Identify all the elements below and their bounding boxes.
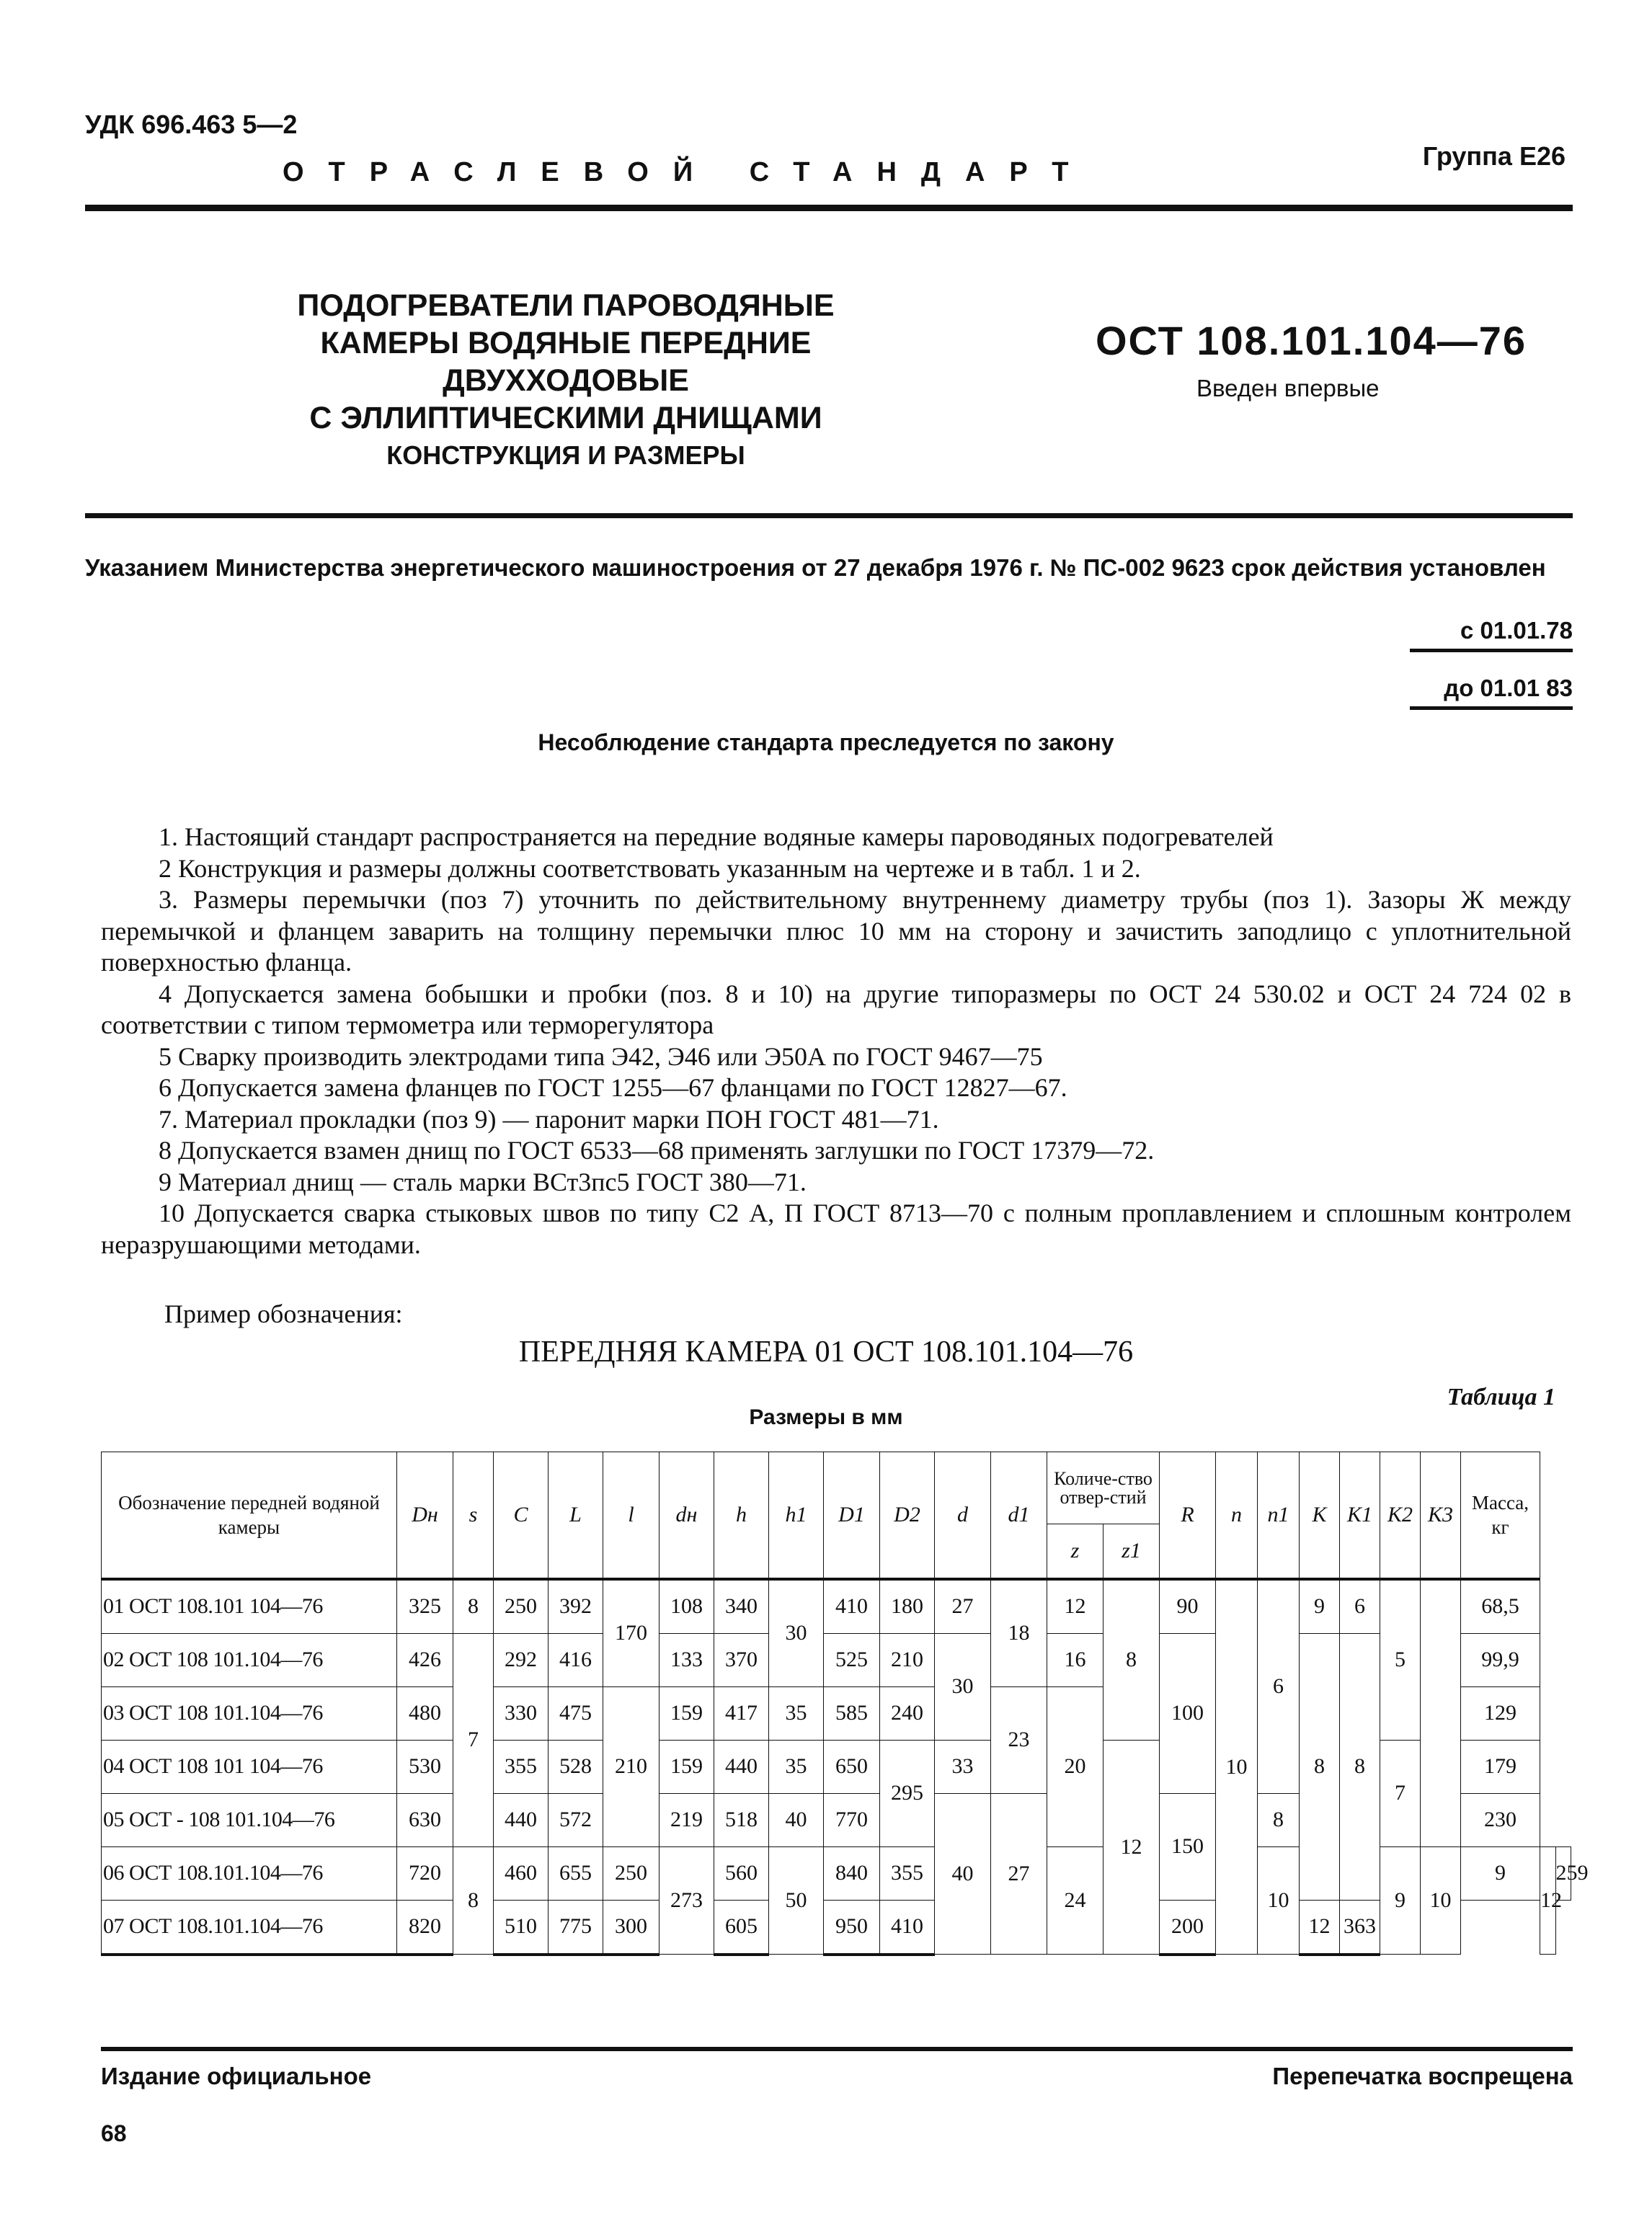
validity-to-rule [1410,706,1573,710]
cell-z1: 12 [1103,1740,1160,1955]
col-n1: n1 [1258,1452,1300,1579]
page-number: 68 [101,2120,127,2146]
col-K2: K2 [1380,1452,1421,1579]
cell-L: 572 [549,1793,603,1846]
col-C: C [494,1452,549,1579]
note-9: 9 Материал днищ — сталь марки ВСт3пс5 ГОСТ 380—71. [159,1167,807,1196]
table-row [102,1633,1571,1686]
col-designation: Обозначение передней водяной камеры [102,1452,397,1579]
col-D2: D2 [880,1452,935,1579]
cell-L: 528 [549,1740,603,1793]
cell-D1: 950 [824,1900,880,1955]
cell-C: 250 [494,1579,549,1634]
cell-L: 655 [549,1846,603,1900]
cell-D2: 295 [880,1740,935,1846]
cell-K3 [1421,1579,1461,1847]
col-d1: d1 [991,1452,1047,1579]
cell-D1: 650 [824,1740,880,1793]
note-1: 1. Настоящий стандарт распространяется на передние водяные камеры пароводяных подогревателей [159,822,1274,851]
cell-d: 30 [935,1633,991,1740]
cell-n: 10 [1216,1579,1258,1955]
cell-Dn: 720 [397,1846,453,1900]
designation-cell: 02 ОСТ 108 101.104—76 [102,1633,397,1686]
col-dn: dн [660,1452,714,1579]
cell-l: 250 [603,1846,660,1900]
cell-L: 475 [549,1686,603,1740]
cell-z: 12 [1047,1579,1103,1634]
cell-Dn: 325 [397,1579,453,1634]
cell-mass: 230 [1461,1793,1540,1846]
cell-dn: 133 [660,1633,714,1686]
cell-s: 8 [453,1846,494,1955]
designation-cell: 07 ОСТ 108.101.104—76 [102,1900,397,1955]
col-s: s [453,1452,494,1579]
cell-n1: 10 [1258,1846,1300,1955]
cell-R: 90 [1160,1579,1216,1634]
col-z: z [1047,1524,1103,1579]
col-K: K [1300,1452,1340,1579]
cell-s: 7 [453,1633,494,1846]
note-4: 4 Допускается замена бобышки и пробки (поз. 8 и 10) на другие типоразмеры по ОСТ 24 530.02 и ОСТ 24 724 02 в соответствии с типом термометра или терморегулятора [101,979,1571,1039]
cell-D2: 180 [880,1579,935,1634]
header-rule [85,205,1573,211]
notes-list [101,822,1571,1261]
note-6: 6 Допускается замена фланцев по ГОСТ 1255—67 фланцами по ГОСТ 12827—67. [159,1073,1067,1102]
cell-K1: 6 [1340,1579,1380,1634]
cell-D2: 240 [880,1686,935,1740]
cell-Dn: 820 [397,1900,453,1955]
footer-rule [101,2047,1573,2051]
cell-mass: 68,5 [1461,1579,1540,1634]
cell-l: 300 [603,1900,660,1955]
cell-d1: 23 [991,1686,1047,1793]
cell-mass: 363 [1340,1900,1380,1955]
cell-h1: 50 [769,1846,824,1955]
title-line-3: С ЭЛЛИПТИЧЕСКИМИ ДНИЩАМИ [309,401,822,435]
col-D1: D1 [824,1452,880,1579]
cell-K: 9 [1380,1846,1421,1955]
cell-h: 440 [714,1740,769,1793]
cell-C: 330 [494,1686,549,1740]
cell-C: 510 [494,1900,549,1955]
cell-K: 9 [1300,1579,1340,1634]
cell-D1: 585 [824,1686,880,1740]
title-line-1: ПОДОГРЕВАТЕЛИ ПАРОВОДЯНЫЕ [297,288,835,323]
directive-text: Указанием Министерства энергетического машиностроения от 27 декабря 1976 г. № ПС-002 9623 срок действия установлен [85,554,1546,581]
cell-K1: 8 [1340,1633,1380,1900]
cell-h1: 35 [769,1740,824,1793]
cell-h: 518 [714,1793,769,1846]
cell-z: 20 [1047,1686,1103,1846]
cell-D2: 410 [880,1900,935,1955]
cell-d: 40 [935,1793,991,1955]
title-line-2: КАМЕРЫ ВОДЯНЫЕ ПЕРЕДНИЕ ДВУХХОДОВЫЕ [320,326,812,398]
designation-cell: 05 ОСТ - 108 101.104—76 [102,1793,397,1846]
cell-dn: 159 [660,1740,714,1793]
cell-h1: 30 [769,1579,824,1687]
col-mass: Масса, кг [1461,1452,1540,1579]
designation-cell: 06 ОСТ 108.101.104—76 [102,1846,397,1900]
designation-cell: 04 ОСТ 108 101 104—76 [102,1740,397,1793]
reprint-note: Перепечатка воспрещена [1272,2063,1573,2089]
validity-from-rule [1410,649,1573,652]
cell-K2: 9 [1461,1846,1540,1900]
title-line-4: КОНСТРУКЦИЯ И РАЗМЕРЫ [386,440,745,470]
col-l: l [603,1452,660,1579]
col-z1: z1 [1103,1524,1160,1579]
cell-z: 16 [1047,1633,1103,1686]
note-10: 10 Допускается сварка стыковых швов по типу С2 А, П ГОСТ 8713—70 с полным проплавлением и сплошным контролем неразрушающими методами. [101,1199,1571,1259]
cell-K2: 12 [1300,1900,1340,1955]
example-designation: ПЕРЕДНЯЯ КАМЕРА 01 ОСТ 108.101.104—76 [518,1335,1134,1369]
group-code: Группа Е26 [1422,141,1566,171]
col-hole-count: Количе-ство отвер-стий [1047,1452,1160,1524]
cell-n1: 6 [1258,1579,1300,1794]
standard-number: ОСТ 108.101.104—76 [1096,318,1527,363]
cell-dn: 273 [660,1846,714,1955]
first-introduced-note: Введен впервые [1196,375,1380,401]
table-row [102,1579,1571,1634]
cell-C: 292 [494,1633,549,1686]
cell-D2: 210 [880,1633,935,1686]
cell-K3: 12 [1540,1846,1555,1955]
example-label: Пример обозначения: [164,1299,403,1328]
table-row [102,1900,1571,1955]
title-rule [85,513,1573,518]
col-d: d [935,1452,991,1579]
cell-L: 392 [549,1579,603,1634]
cell-h: 417 [714,1686,769,1740]
edition-note: Издание официальное [101,2063,372,2089]
cell-mass: 129 [1461,1686,1540,1740]
cell-mass: 179 [1461,1740,1540,1793]
cell-h: 340 [714,1579,769,1634]
cell-mass: 259 [1555,1846,1571,1900]
cell-K2: 5 [1380,1579,1421,1741]
cell-dn: 219 [660,1793,714,1846]
cell-Dn: 426 [397,1633,453,1686]
col-K1: K1 [1340,1452,1380,1579]
cell-dn: 108 [660,1579,714,1634]
cell-D1: 840 [824,1846,880,1900]
cell-R: 200 [1160,1900,1216,1955]
dimensions-table [101,1452,1589,1956]
note-5: 5 Сварку производить электродами типа Э42, Э46 или Э50А по ГОСТ 9467—75 [159,1041,1043,1071]
cell-C: 460 [494,1846,549,1900]
cell-d1: 27 [991,1793,1047,1955]
col-h: h [714,1452,769,1579]
col-Dn: Dн [397,1452,453,1579]
cell-mass: 99,9 [1461,1633,1540,1686]
standard-series: ОТРАСЛЕВОЙ СТАНДАРТ [283,157,1093,187]
cell-h: 560 [714,1846,769,1900]
cell-h: 370 [714,1633,769,1686]
cell-d: 33 [935,1740,991,1793]
cell-z1: 8 [1103,1579,1160,1741]
cell-D1: 525 [824,1633,880,1686]
designation-cell: 03 ОСТ 108 101.104—76 [102,1686,397,1740]
col-h1: h1 [769,1452,824,1579]
table-units: Размеры в мм [749,1405,903,1429]
validity-from: с 01.01.78 [1460,617,1573,644]
cell-h1: 40 [769,1793,824,1846]
cell-C: 440 [494,1793,549,1846]
cell-l: 210 [603,1686,660,1846]
udk-code: УДК 696.463 5—2 [85,110,298,139]
cell-K: 8 [1300,1633,1340,1900]
col-L: L [549,1452,603,1579]
cell-d1: 18 [991,1579,1047,1687]
cell-l: 170 [603,1579,660,1687]
cell-L: 775 [549,1900,603,1955]
col-K3: K3 [1421,1452,1461,1579]
note-8: 8 Допускается взамен днищ по ГОСТ 6533—68 применять заглушки по ГОСТ 17379—72. [159,1136,1155,1165]
cell-Dn: 530 [397,1740,453,1793]
cell-d: 27 [935,1579,991,1634]
violation-warning: Несоблюдение стандарта преследуется по закону [538,729,1114,755]
cell-D1: 410 [824,1579,880,1634]
cell-K1: 10 [1421,1846,1461,1955]
col-R: R [1160,1452,1216,1579]
cell-D2: 355 [880,1846,935,1900]
cell-R: 100 [1160,1633,1216,1793]
cell-K2: 7 [1380,1740,1421,1846]
cell-D1: 770 [824,1793,880,1846]
cell-dn: 159 [660,1686,714,1740]
cell-n1: 8 [1258,1793,1300,1846]
cell-C: 355 [494,1740,549,1793]
cell-Dn: 630 [397,1793,453,1846]
cell-z: 24 [1047,1846,1103,1955]
cell-h1: 35 [769,1686,824,1740]
note-2: 2 Конструкция и размеры должны соответствовать указанным на чертеже и в табл. 1 и 2. [159,853,1141,883]
note-3: 3. Размеры перемычки (поз 7) уточнить по действительному внутреннему диаметру трубы (поз 1). Зазоры Ж между перемычкой и фланцем заварить на толщину перемычки плюс 10 мм на сторону и зачистить заподлицо с уплотнительной поверхностью фланца. [101,885,1571,977]
validity-to: до 01.01 83 [1444,675,1573,701]
table-caption: Таблица 1 [1447,1384,1555,1410]
note-7: 7. Материал прокладки (поз 9) — паронит марки ПОН ГОСТ 481—71. [159,1104,939,1134]
cell-h: 605 [714,1900,769,1955]
cell-Dn: 480 [397,1686,453,1740]
cell-L: 416 [549,1633,603,1686]
document-title [195,287,937,474]
designation-cell: 01 ОСТ 108.101 104—76 [102,1579,397,1634]
col-n: n [1216,1452,1258,1579]
cell-s: 8 [453,1579,494,1634]
cell-R: 150 [1160,1793,1216,1900]
